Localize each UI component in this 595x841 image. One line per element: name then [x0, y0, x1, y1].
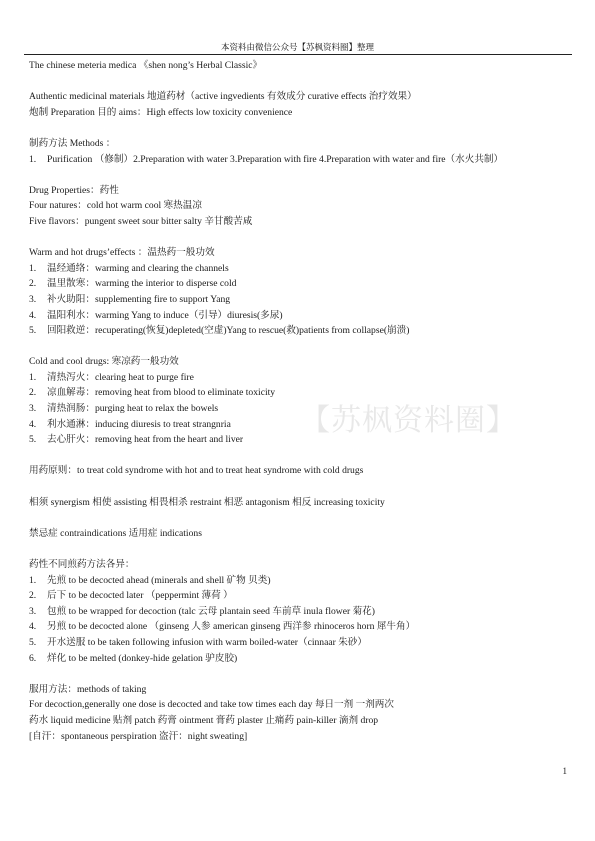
taking-heading: 服用方法：methods of taking: [29, 683, 147, 695]
list-number: 2.: [29, 278, 37, 290]
list-item: [29, 292, 574, 308]
list-text: 先煎 to be decocted ahead (minerals and shell 矿物 贝类): [47, 574, 271, 586]
list-text: 回阳救逆：recuperating(恢复)depleted(空虚)Yang to rescue(救)patients from collapse(崩溃): [47, 325, 410, 337]
list-item: [29, 651, 574, 667]
list-number: 1.: [29, 153, 37, 165]
list-number: 2.: [29, 387, 37, 399]
properties-heading: Drug Properties：药性: [29, 184, 119, 196]
list-text: 温经通络：warming and clearing the channels: [47, 262, 229, 274]
list-number: 3.: [29, 605, 37, 617]
list-item: [29, 261, 574, 277]
indications: 禁忌症 contraindications 适用症 indications: [29, 527, 202, 539]
list-item: [29, 276, 574, 292]
treatment-principle: 用药原则：to treat cold syndrome with hot and to treat heat syndrome with cold drugs: [29, 465, 364, 477]
list-text: 凉血解毒：removing heat from blood to eliminate toxicity: [47, 387, 276, 399]
list-text: 另煎 to be decocted alone （ginseng 人参 american ginseng 西洋参 rhinoceros horn 犀牛角）: [47, 621, 416, 633]
list-item: [29, 385, 574, 401]
list-number: 1.: [29, 262, 37, 274]
taking-line-1: For decoction,generally one dose is decocted and take tow times each day 每日一剂 一剂两次: [29, 699, 394, 711]
list-number: 3.: [29, 403, 37, 415]
warm-hot-heading: Warm and hot drugs’effects ：温热药一般功效: [29, 247, 215, 259]
taking-line-2: 药水 liquid medicine 贴剂 patch 药膏 ointment 膏药 plaster 止痛药 pain-killer 滴剂 drop: [29, 714, 379, 726]
list-text: 烊化 to be melted (donkey-hide gelation 驴皮胶): [47, 652, 238, 664]
list-text: Purification （修制）2.Preparation with water 3.Preparation with fire 4.Preparation with water and fire（水火共制）: [47, 153, 504, 165]
list-number: 1.: [29, 574, 37, 586]
intro-line-1: Authentic medicinal materials 地道药材（active ingvedients 有效成分 curative effects 治疗效果）: [29, 91, 417, 103]
list-number: 6.: [29, 652, 37, 664]
list-item: [29, 635, 574, 651]
list-item: [29, 619, 574, 635]
document-title: The chinese meteria medica 《shen nong’s Herbal Classic》: [29, 60, 263, 71]
list-text: 开水送服 to be taken following infusion with warm boiled-water（cinnaar 朱砂）: [47, 636, 367, 648]
list-number: 5.: [29, 636, 37, 648]
list-number: 2.: [29, 590, 37, 602]
list-text: 温里散寒：warming the interior to disperse cold: [47, 278, 237, 290]
list-text: 清热润肠：purging heat to relax the bowels: [47, 403, 219, 415]
list-text: 补火助阳：supplementing fire to support Yang: [47, 293, 231, 305]
list-text: 温阳利水：warming Yang to induce（引导）diuresis(多尿): [47, 309, 283, 321]
list-number: 4.: [29, 621, 37, 633]
list-item: [29, 417, 574, 433]
list-number: 1.: [29, 371, 37, 383]
list-number: 4.: [29, 309, 37, 321]
list-item: [29, 308, 574, 324]
watermark: 【苏枫资料圈】: [300, 403, 517, 438]
taking-line-3: [自汗：spontaneous perspiration 盗汗：night sweating]: [29, 730, 248, 742]
four-natures: Four natures：cold hot warm cool 寒热温凉: [29, 200, 202, 212]
drug-relations: 相须 synergism 相使 assisting 相畏相杀 restraint 相恶 antagonism 相反 increasing toxicity: [29, 496, 385, 508]
methods-line: [29, 152, 574, 168]
list-item: [29, 604, 574, 620]
decoction-heading: 药性不同煎药方法各异：: [29, 559, 135, 570]
document-body: [29, 58, 574, 744]
list-number: 5.: [29, 325, 37, 337]
list-text: 清热泻火：clearing heat to purge fire: [47, 371, 194, 383]
methods-heading: 制药方法 Methods ：: [29, 137, 116, 149]
list-item: [29, 573, 574, 589]
intro-line-2: 炮制 Preparation 目的 aims：High effects low toxicity convenience: [29, 106, 293, 118]
cold-cool-heading: Cold and cool drugs: 寒凉药一般功效: [29, 356, 179, 368]
list-text: 利水通淋：inducing diuresis to treat strangnria: [47, 418, 231, 430]
list-item: [29, 588, 574, 604]
list-number: 3.: [29, 293, 37, 305]
list-text: 包煎 to be wrapped for decoction (talc 云母 plantain seed 车前草 inula flower 菊花): [47, 605, 375, 617]
list-text: 去心肝火：removing heat from the heart and liver: [47, 434, 244, 446]
list-item: [29, 323, 574, 339]
list-number: 4.: [29, 418, 37, 430]
page-header: 本资料由微信公众号【苏枫资料圈】整理: [220, 43, 374, 53]
list-item: [29, 432, 574, 448]
header-rule: [24, 54, 572, 55]
list-item: [29, 370, 574, 386]
five-flavors: Five flavors：pungent sweet sour bitter salty 辛甘酸苦咸: [29, 215, 253, 227]
page-number: 1: [562, 766, 567, 776]
list-number: 5.: [29, 434, 37, 446]
list-text: 后下 to be decocted later （peppermint 薄荷 ）: [47, 590, 233, 602]
list-item: [29, 401, 574, 417]
